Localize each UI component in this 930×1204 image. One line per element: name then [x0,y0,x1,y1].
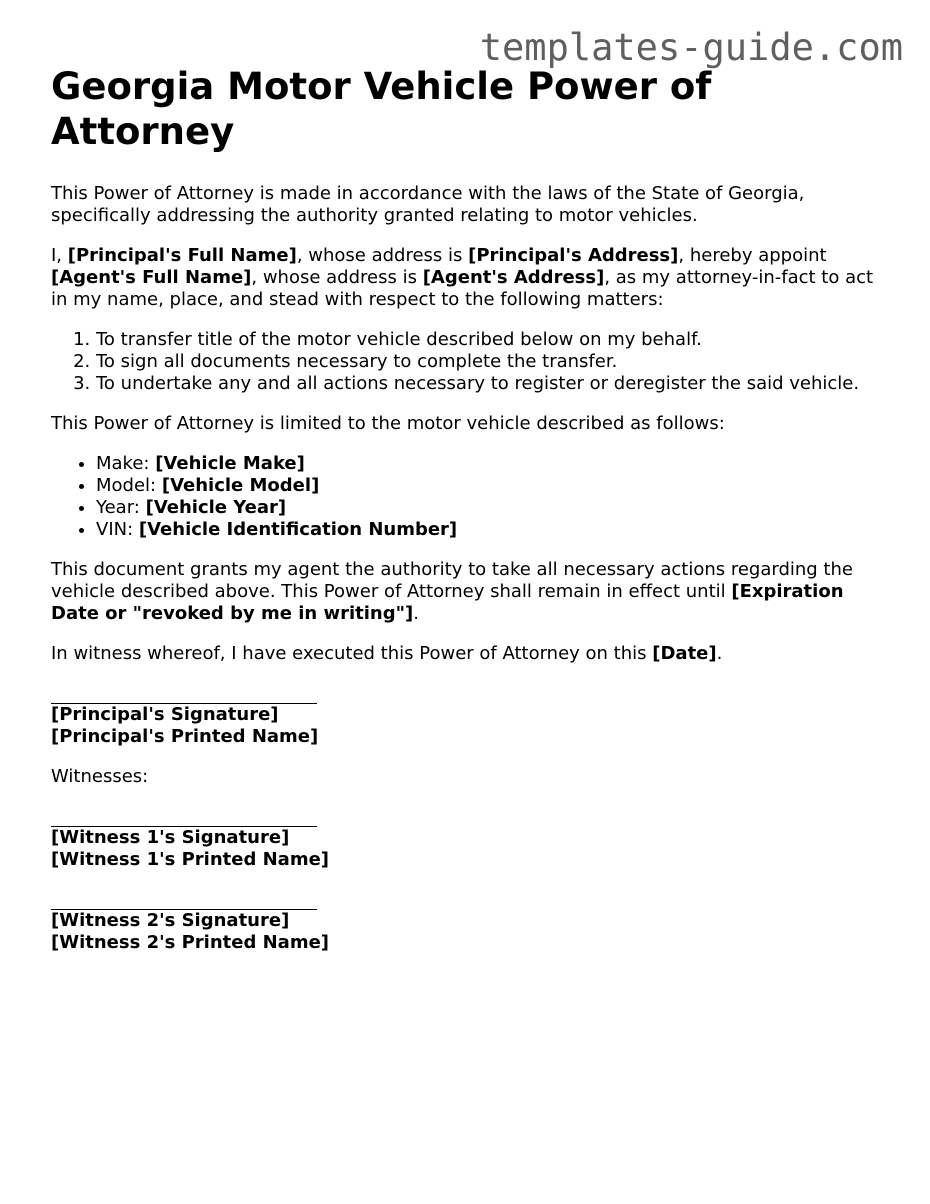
principal-address-field: [Principal's Address] [468,245,679,266]
list-item: 1. To transfer title of the motor vehicle described below on my behalf. [96,329,881,351]
appointment-paragraph [51,245,881,311]
vehicle-make-field: [Vehicle Make] [155,453,305,474]
appoint-text-3: , hereby appoint [678,245,827,266]
grants-text-2: . [413,603,419,624]
list-item: 3. To undertake any and all actions necessary to register or deregister the said vehicle. [96,373,881,395]
vehicle-model-item [96,475,881,497]
witness-clause [51,643,881,665]
document-title: Georgia Motor Vehicle Power of Attorney [51,65,712,153]
list-item: 2. To sign all documents necessary to complete the transfer. [96,351,881,373]
witness2-signature-label: [Witness 2's Signature] [51,910,290,931]
vehicle-vin-item [96,519,881,541]
witness-clause-text-2: . [716,643,723,664]
intro-paragraph: This Power of Attorney is made in accordance with the laws of the State of Georgia, specifically addressing the authority granted relating to motor vehicles. [51,183,805,226]
agent-address-field: [Agent's Address] [422,267,605,288]
grants-paragraph [51,559,881,625]
matters-list [51,329,881,395]
watermark: templates-guide.com [479,26,903,69]
vehicle-make-item [96,453,881,475]
vehicle-year-item [96,497,881,519]
principal-signature-label: [Principal's Signature] [51,704,279,725]
vehicle-model-field: [Vehicle Model] [161,475,320,496]
witness1-printed-name-label: [Witness 1's Printed Name] [51,849,330,870]
witness1-signature-label: [Witness 1's Signature] [51,827,290,848]
witness2-signature-line [51,889,317,910]
appoint-text-1: I, [51,245,68,266]
document [51,64,881,954]
witness-clause-text-1: In witness whereof, I have executed this Power of Attorney on this [51,643,653,664]
limited-paragraph: This Power of Attorney is limited to the motor vehicle described as follows: [51,413,725,434]
vehicle-details-list [51,453,881,541]
item-label: Year: [96,497,146,518]
item-label: Model: [96,475,162,496]
principal-printed-name-label: [Principal's Printed Name] [51,726,319,747]
expiration-field: [Expiration Date or "revoked by me in writing"] [51,581,844,624]
principal-signature-line [51,683,317,704]
item-label: VIN: [96,519,139,540]
principal-name-field: [Principal's Full Name] [67,245,297,266]
appoint-text-2: , whose address is [296,245,469,266]
witness2-printed-name-label: [Witness 2's Printed Name] [51,932,330,953]
agent-name-field: [Agent's Full Name] [51,267,252,288]
witnesses-heading: Witnesses: [51,766,149,787]
date-field: [Date] [652,643,717,664]
witness1-signature-line [51,806,317,827]
appoint-text-5: , as my attorney-in-fact to act in my name, place, and stead with respect to the following matters: [51,267,874,310]
vehicle-year-field: [Vehicle Year] [145,497,287,518]
vehicle-vin-field: [Vehicle Identification Number] [138,519,458,540]
item-label: Make: [96,453,156,474]
appoint-text-4: , whose address is [251,267,423,288]
grants-text-1: This document grants my agent the authority to take all necessary actions regarding the vehicle described above. This Power of Attorney shall remain in effect until [51,559,853,602]
